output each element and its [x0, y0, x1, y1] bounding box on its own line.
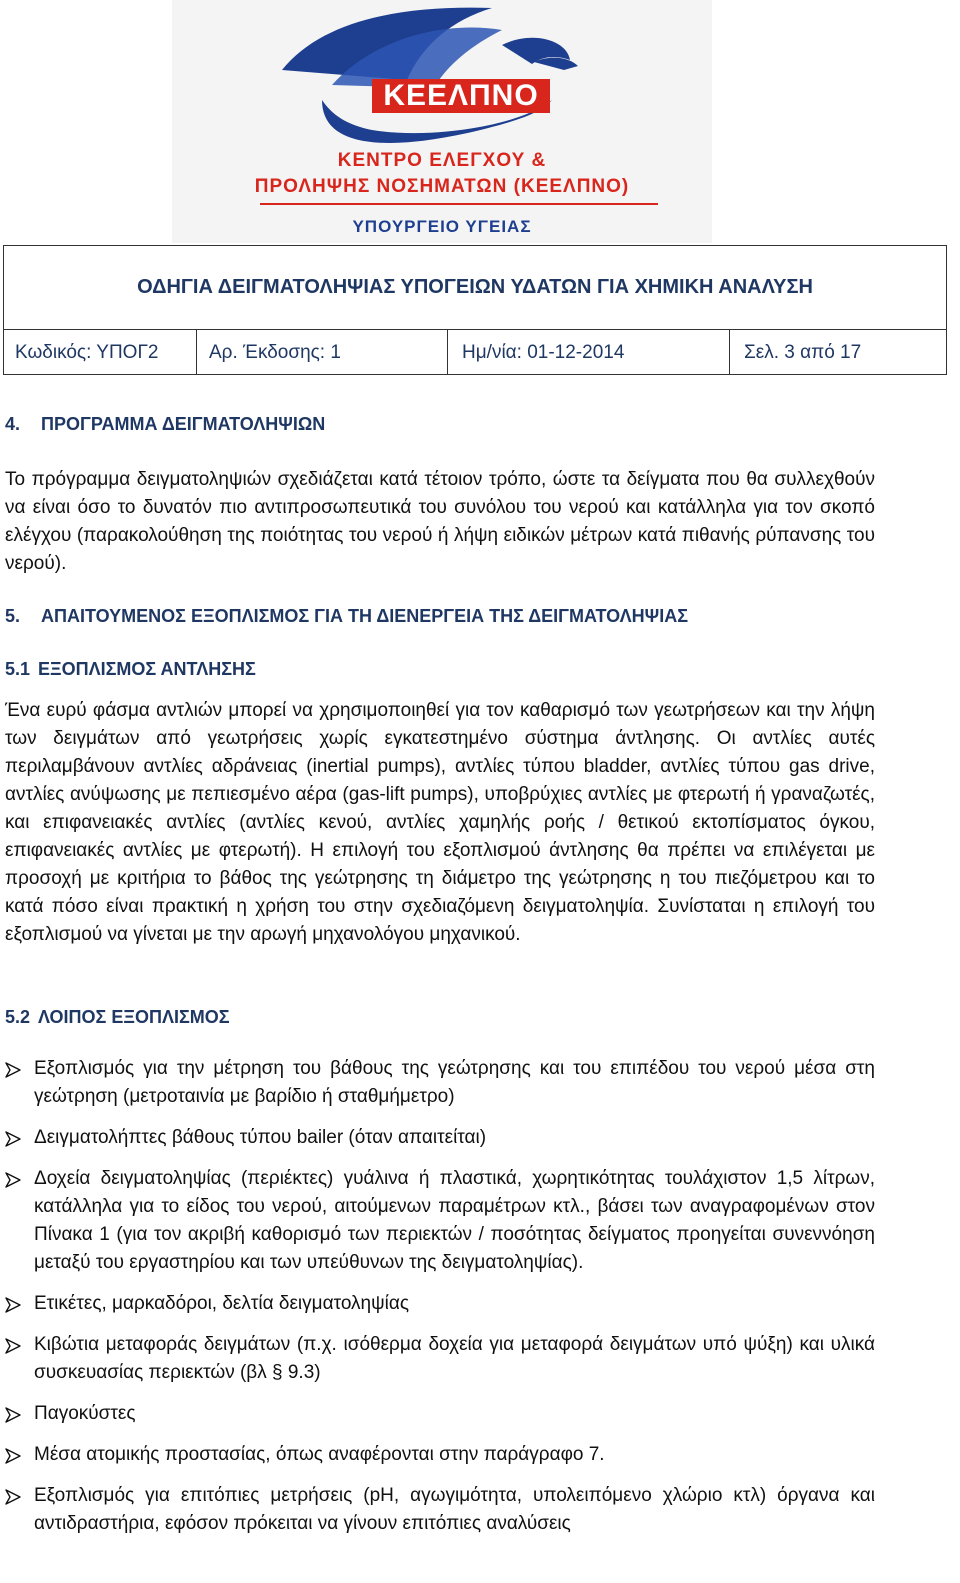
section-title: ΛΟΙΠΟΣ ΕΞΟΠΛΙΣΜΟΣ	[38, 1007, 230, 1027]
list-item-text: Εξοπλισμός για την μέτρηση του βάθους της γεώτρησης και του επιπέδου του νερού μέσα στη γεώτρηση (μετροταινία με βαρίδιο ή σταθμήμετρο)	[34, 1058, 875, 1107]
list-item-text: Παγοκύστες	[34, 1403, 136, 1424]
section-4-paragraph: Το πρόγραμμα δειγματοληψιών σχεδιάζεται κατά τέτοιον τρόπο, ώστε τα δείγματα που θα συλλεχθούν να είναι όσο το δυνατόν πιο αντιπροσωπευτικά του συνόλου του νερού και κατάλληλα για τον σκοπό ελέγχου (παρακολούθηση της ποιότητας του νερού ή λήψη ειδικών μέτρων κατά πιθανής ρύπανσης του νερού).	[5, 469, 875, 574]
arrowhead-bullet-icon	[5, 1407, 21, 1423]
list-item-text: Εξοπλισμός για επιτόπιες μετρήσεις (pH, αγωγιμότητα, υπολειπόμενο χλώριο κτλ) όργανα και αντιδραστήρια, εφόσον πρόκειται να γίνουν επιτόπιες αναλύσεις	[34, 1485, 875, 1534]
section-5-1-paragraph: Ένα ευρύ φάσμα αντλιών μπορεί να χρησιμοποιηθεί για τον καθαρισμό των γεωτρήσεων και την λήψη των δειγμάτων από γεωτρήσεις χωρίς εγκατεστημένο σύστημα άντλησης. Οι αντλίες αυτές περιλαμβάνουν αντλίες αδράνειας (inertial pumps), αντλίες τύπου bladder, αντλίες τύπου gas drive, αντλίες ανύψωσης με πεπιεσμένο αέρα (gas-lift pumps), υποβρύχιες αντλίες με φτερωτή ή γραναζωτές, και επιφανειακές αντλίες (αντλίες κενού, αντλίες χαμηλής ροής / θετικού εκτοπίσματος όγκου, επιφανειακές αντλίες με φτερωτή). Η επιλογή του εξοπλισμού άντλησης θα πρέπει να επιλέγεται με προσοχή με κριτήρια το βάθος της γεώτρησης τη διάμετρο της γεώτρησης η του πιεζόμετρου και το κατά πόσο είναι πρακτική η χρήση του στην σχεδιαζόμενη δειγματοληψία. Συνίσταται η επιλογή του εξοπλισμού να γίνεται με την αρωγή μηχανολόγου μηχανικού.	[5, 700, 875, 945]
section-4-heading	[5, 414, 325, 435]
section-number: 5.	[5, 606, 21, 626]
document-title: ΟΔΗΓΙΑ ΔΕΙΓΜΑΤΟΛΗΨΙΑΣ ΥΠΟΓΕΙΩΝ ΥΔΑΤΩΝ ΓΙΑ ΧΗΜΙΚΗ ΑΝΑΛΥΣΗ	[4, 246, 946, 330]
list-item-text: Δειγματολήπτες βάθους τύπου bailer (όταν απαιτείται)	[34, 1127, 487, 1148]
list-item	[5, 1482, 875, 1538]
arrowhead-bullet-icon	[5, 1297, 21, 1313]
section-title: ΠΡΟΓΡΑΜΜΑ ΔΕΙΓΜΑΤΟΛΗΨΙΩΝ	[41, 414, 326, 434]
arrowhead-bullet-icon	[5, 1062, 21, 1078]
dove-logo-icon	[172, 0, 712, 243]
organization-logo	[172, 0, 712, 243]
section-number: 5.1	[5, 659, 31, 679]
list-item	[5, 1441, 875, 1469]
section-5-heading	[5, 606, 688, 627]
section-number: 5.2	[5, 1007, 31, 1027]
equipment-list	[5, 1055, 875, 1551]
arrowhead-bullet-icon	[5, 1448, 21, 1464]
page-number: Σελ. 3 από 17	[744, 341, 862, 363]
list-item	[5, 1290, 875, 1318]
document-code: Κωδικός: ΥΠΟΓ2	[4, 330, 197, 375]
document-header-table	[3, 245, 947, 375]
logo-text-line2: ΠΡΟΛΗΨΗΣ ΝΟΣΗΜΑΤΩΝ (ΚΕΕΛΠΝΟ)	[254, 176, 630, 197]
section-title: ΕΞΟΠΛΙΣΜΟΣ ΑΝΤΛΗΣΗΣ	[38, 659, 256, 679]
section-number: 4.	[5, 414, 21, 434]
list-item	[5, 1124, 875, 1152]
arrowhead-bullet-icon	[5, 1172, 21, 1188]
section-5-2-heading	[5, 1007, 230, 1028]
list-item	[5, 1055, 875, 1111]
logo-text-line1: ΚΕΝΤΡΟ ΕΛΕΓΧΟΥ &	[337, 150, 547, 171]
list-item-text: Δοχεία δειγματοληψίας (περιέκτες) γυάλινα ή πλαστικά, χωρητικότητας τουλάχιστον 1,5 λίτρων, κατάλληλα για το είδος του νερού, αιτούμενων παραμέτρων κτλ., βάσει των αναγραφομένων στον Πίνακα 1 (για τον ακριβή καθορισμό των περιεκτών / ποσότητας δείγματος προηγείται συνεννόηση μεταξύ του εργαστηρίου και των υπεύθυνων της δειγματοληψίας).	[34, 1168, 875, 1273]
list-item	[5, 1400, 875, 1428]
logo-badge-text: ΚΕΕΛΠΝΟ	[383, 79, 539, 112]
document-date: Ημ/νία: 01-12-2014	[448, 330, 730, 375]
document-edition: Αρ. Έκδοσης: 1	[197, 330, 448, 375]
arrowhead-bullet-icon	[5, 1338, 21, 1354]
list-item-text: Ετικέτες, μαρκαδόροι, δελτία δειγματοληψίας	[34, 1293, 409, 1314]
section-5-1-heading	[5, 659, 256, 680]
list-item	[5, 1165, 875, 1277]
logo-text-line3: ΥΠΟΥΡΓΕΙΟ ΥΓΕΙΑΣ	[352, 217, 532, 236]
arrowhead-bullet-icon	[5, 1131, 21, 1147]
section-title: ΑΠΑΙΤΟΥΜΕΝΟΣ ΕΞΟΠΛΙΣΜΟΣ ΓΙΑ ΤΗ ΔΙΕΝΕΡΓΕΙΑ ΤΗΣ ΔΕΙΓΜΑΤΟΛΗΨΙΑΣ	[41, 606, 689, 626]
list-item-text: Μέσα ατομικής προστασίας, όπως αναφέρονται στην παράγραφο 7.	[34, 1444, 605, 1465]
list-item	[5, 1331, 875, 1387]
logo-divider	[260, 203, 658, 205]
list-item-text: Κιβώτια μεταφοράς δειγμάτων (π.χ. ισόθερμα δοχεία για μεταφορά δειγμάτων υπό ψύξη) και υλικά συσκευασίας περιεκτών (βλ § 9.3)	[34, 1334, 875, 1383]
arrowhead-bullet-icon	[5, 1489, 21, 1505]
